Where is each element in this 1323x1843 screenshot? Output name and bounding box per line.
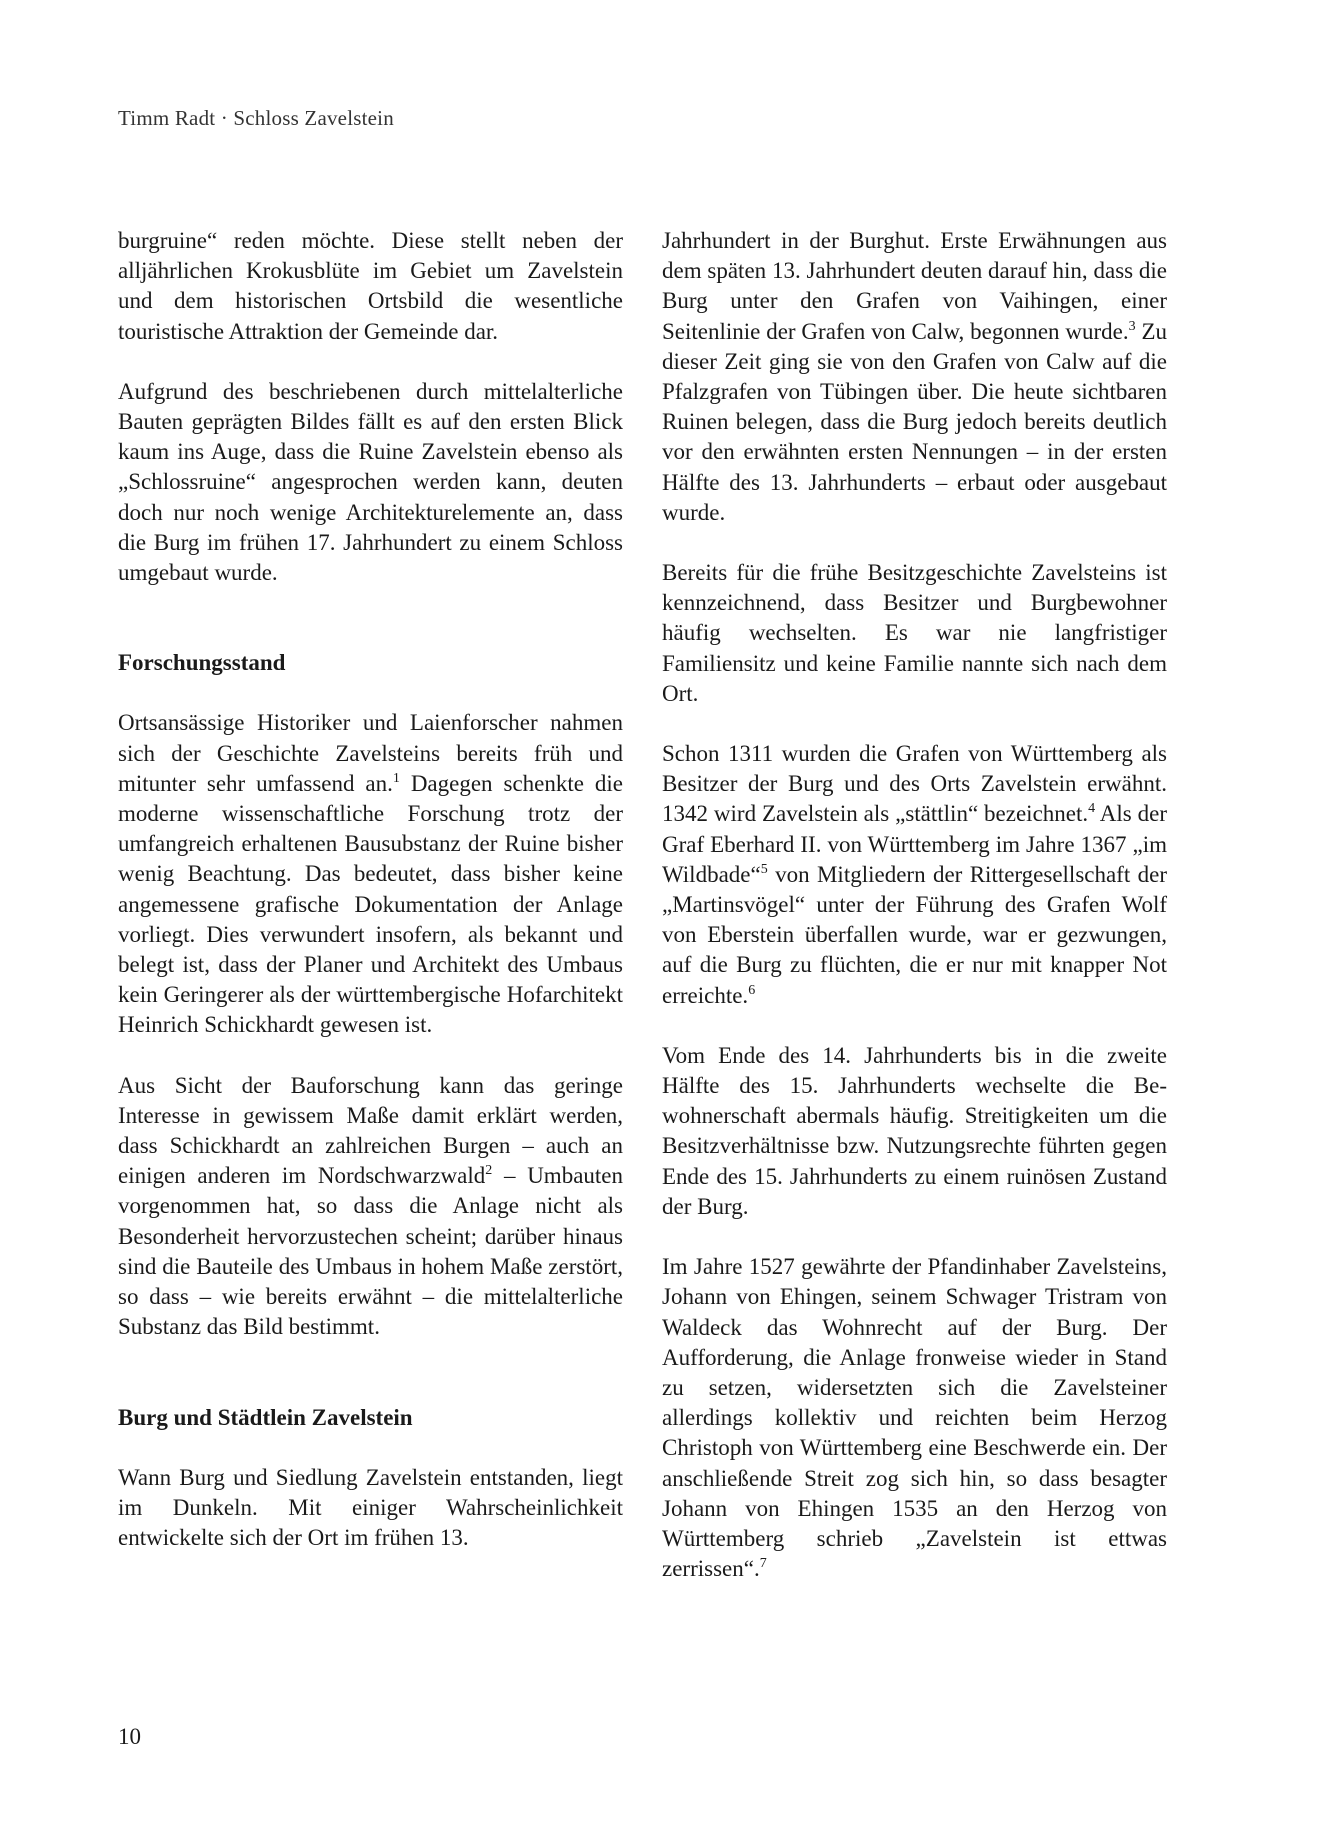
- paragraph-text: – Umbauten vorgenommen hat, so dass die Anlage nicht als Besonderheit hervorzustechen scheint; darüber hinaus sind die Bauteile des Umbaus in hohem Maße zerstört, so dass – wie bereits erwähnt – die mittelalterliche Substanz das Bild bestimmt.: [118, 1163, 623, 1340]
- paragraph-text: Aus Sicht der Bauforschung kann das geringe Interesse in gewissem Maße damit erklärt werden, dass Schickhardt an zahlreichen Burgen – auch an einigen anderen im Nordschwarzwald: [118, 1072, 623, 1189]
- paragraph-text: Schon 1311 wurden die Grafen von Württemberg als Besitzer der Burg und des Orts Zavelstein erwähnt. 1342 wird Zavelstein als „stättlin“ bezeichnet.: [662, 741, 1167, 827]
- paragraph-text: Zu dieser Zeit ging sie von den Grafen von Calw auf die Pfalzgrafen von Tübingen über. Die heute sichtbaren Ruinen belegen, dass die Burg jedoch bereits deutlich vor den erwähnten ersten Nennungen – in der ersten Hälfte des 13. Jahrhunderts – erbaut oder ausgebaut wurde.: [662, 318, 1167, 525]
- paragraph: Bereits für die frühe Besitzgeschichte Zavelsteins ist kennzeichnend, dass Besitzer und Burgbewohner häufig wechselten. Es war nie langfristiger Familiensitz und keine Familie nannte sich nach dem Ort.: [662, 560, 1167, 706]
- footnote-ref: 4: [1088, 801, 1096, 817]
- footnote-ref: 1: [392, 770, 400, 786]
- paragraph: Wann Burg und Siedlung Zavelstein entstanden, liegt im Dunkeln. Mit einiger Wahrscheinlichkeit entwickelte sich der Ort im frühen 13.: [118, 1464, 623, 1551]
- paragraph-text: Im Jahre 1527 gewährte der Pfandinhaber Zavelsteins, Johann von Ehingen, seinem Schwager Tristram von Waldeck das Wohnrecht auf der Burg. Der Aufforderung, die Anlage fronweise wieder in Stand zu setzen, widersetzten sich die Zavelsteiner allerdings kollektiv und reichten beim Herzog Christoph von Württemberg eine Beschwerde ein. Der anschließende Streit zog sich hin, so dass besagter Johann von Ehingen 1535 an den Herzog von Württemberg schrieb „Zavelstein ist ettwas zerrissen“.: [662, 1254, 1167, 1582]
- footnote-ref: 5: [760, 861, 768, 877]
- paragraph: [662, 1252, 1167, 1584]
- paragraph-text: Jahrhundert in der Burghut. Erste Erwähnungen aus dem späten 13. Jahrhundert deuten darauf hin, dass die Burg unter den Grafen von Vaihingen, einer Seitenlinie der Grafen von Calw, begonnen wurde.: [662, 228, 1167, 344]
- paragraph: burgruine“ reden möchte. Diese stellt neben der alljährlichen Krokusblüte im Gebiet um Zavelstein und dem historischen Ortsbild die wesentliche touristische Attraktion der Gemeinde dar.: [118, 228, 623, 344]
- paragraph-text: von Mitgliedern der Rittergesellschaft der „Martinsvögel“ unter der Führung des Grafen Wolf von Eberstein überfallen wurde, war er gezwungen, auf die Burg zu flüchten, die er nur mit knapper Not erreichte.: [662, 861, 1167, 1008]
- page-number: 10: [118, 1724, 141, 1749]
- footnote-ref: 3: [1128, 318, 1136, 334]
- section-heading-burg-und-staedtlein: Burg und Städtlein Zavelstein: [118, 1404, 413, 1430]
- paragraph: [662, 226, 1167, 528]
- paragraph: [118, 708, 623, 1040]
- footnote-ref: 6: [748, 982, 756, 998]
- paragraph-text: Dagegen schenkte die moderne wissenschaftliche Forschung trotz der umfangreich erhaltenen Bausubstanz der Ruine bisher wenig Beachtung. Das bedeutet, dass bisher keine angemessene grafische Dokumentation der Anlage vorliegt. Dies verwundert insofern, als bekannt und belegt ist, dass der Planer und Architekt des Umbaus kein Geringerer als der württembergische Hofarchitekt Heinrich Schickhardt gewesen ist.: [118, 770, 623, 1038]
- section-heading-forschungsstand: Forschungsstand: [118, 650, 286, 676]
- paragraph: Vom Ende des 14. Jahrhunderts bis in die zweite Hälfte des 15. Jahrhunderts wechselte die Bewohnerschaft abermals häufig. Streitigkeiten um die Besitzverhältnisse bzw. Nutzungsrechte führten gegen Ende des 15. Jahrhunderts zu einem ruinösen Zustand der Burg.: [662, 1042, 1167, 1219]
- paragraph: Aufgrund des beschriebenen durch mittelalterliche Bauten geprägten Bildes fällt es auf den ersten Blick kaum ins Auge, dass die Ruine Zavelstein ebenso als „Schlossruine“ angesprochen werden kann, deuten doch nur noch wenige Architekturelemente an, dass die Burg im frühen 17. Jahrhundert zu einem Schloss umgebaut wurde.: [118, 378, 623, 586]
- paragraph-text: Ortsansässige Historiker und Laienforscher nahmen sich der Geschichte Zavelsteins bereits früh und mitunter sehr umfassend an.: [118, 710, 623, 796]
- spacer: [118, 618, 623, 648]
- left-column: [118, 226, 623, 1583]
- paragraph: [662, 739, 1167, 1011]
- running-header: Timm Radt · Schloss Zavelstein: [118, 106, 394, 130]
- footnote-ref: 7: [759, 1556, 767, 1572]
- paragraph: [118, 1071, 623, 1343]
- right-column: [662, 226, 1167, 1614]
- footnote-ref: 2: [485, 1163, 493, 1179]
- spacer: [118, 1373, 623, 1403]
- paragraph-text: Als der Graf Eberhard II. von Württemberg im Jahre 1367 „im Wildbade“: [662, 801, 1167, 887]
